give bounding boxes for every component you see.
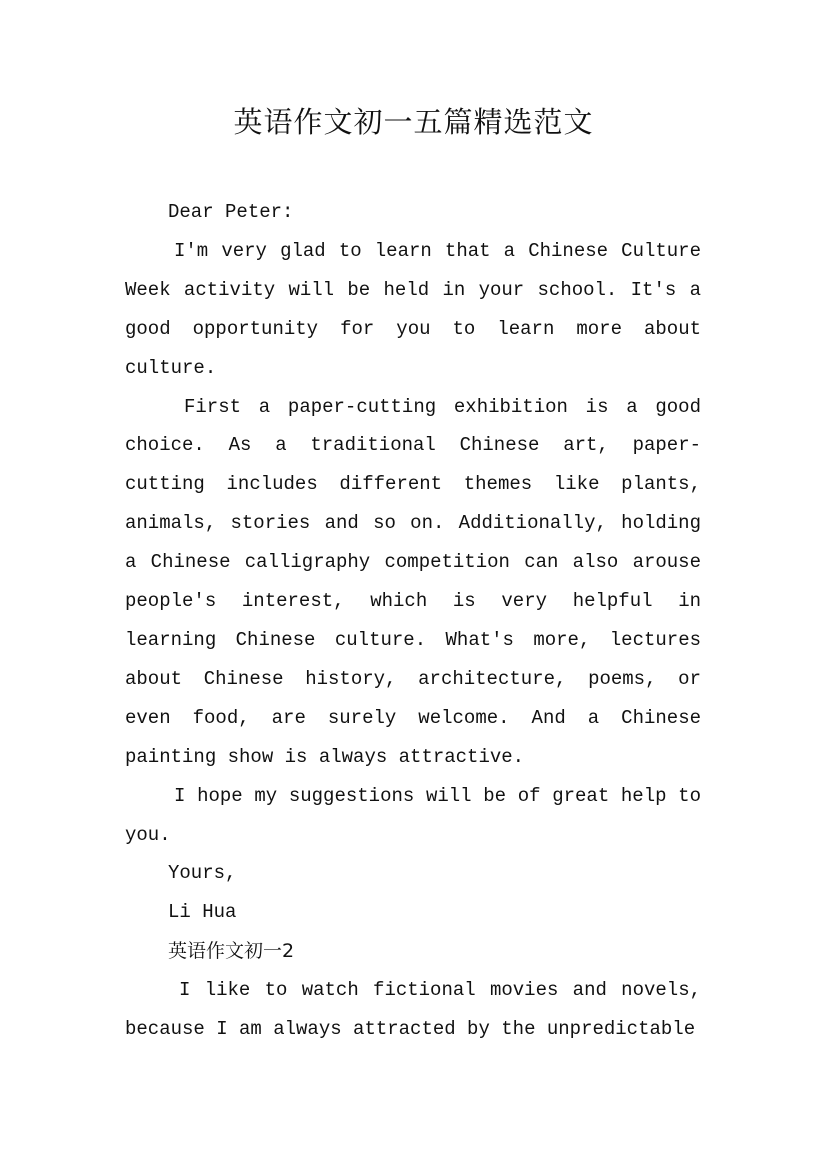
signature: Li Hua [168, 901, 237, 924]
paragraph-3: I hope my suggestions will be of great help to you. [125, 784, 701, 846]
closing: Yours, [168, 862, 237, 885]
section-heading: 英语作文初一2 [168, 940, 295, 963]
paragraph-1: I'm very glad to learn that a Chinese Culture Week activity will be held in your school. It's a good opportunity for you to learn more about culture. [125, 239, 701, 379]
salutation: Dear Peter: [168, 201, 294, 223]
document-body [125, 193, 701, 1049]
paragraph-2: First a paper-cutting exhibition is a good choice. As a traditional Chinese art, paper-cutting includes different themes like plants, animals, stories and so on. Additionally, holding a Chinese calligraphy competition can also arouse people's interest, which is very helpful in learning Chinese culture. What's more, lectures about Chinese history, architecture, poems, or even food, are surely welcome. And a Chinese painting show is always attractive. [125, 395, 701, 768]
paragraph-4: I like to watch fictional movies and novels, because I am always attracted by the unpredictable [125, 979, 701, 1041]
document-title: 英语作文初一五篇精选范文 [233, 105, 594, 139]
